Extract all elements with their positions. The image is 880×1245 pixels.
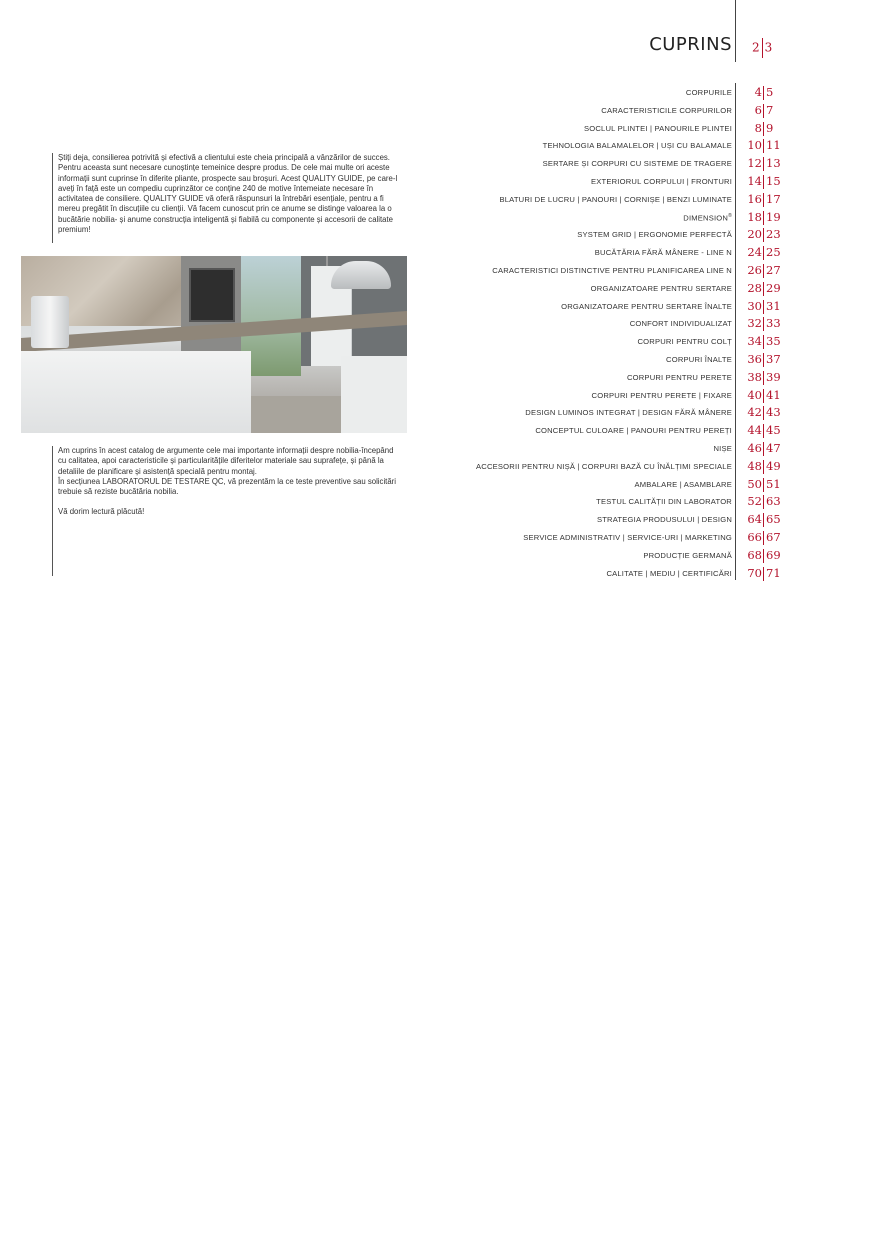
toc-page-right: 9 [766, 120, 774, 135]
toc-page-left: 20 [747, 227, 762, 242]
toc-page-divider [763, 389, 764, 403]
toc-page-right: 51 [766, 476, 781, 491]
toc-page-right: 15 [766, 173, 781, 188]
toc-page-divider [763, 264, 764, 278]
toc-page-divider [763, 442, 764, 456]
toc-page-left: 6 [754, 102, 762, 117]
toc-entry[interactable] [420, 565, 790, 583]
toc-entry[interactable] [420, 476, 790, 494]
intro-text-block [52, 153, 398, 243]
toc-entry-label: CORPURILE [685, 88, 732, 97]
toc-page-left: 40 [747, 387, 762, 402]
toc-page-left: 4 [754, 85, 762, 99]
toc-entry[interactable] [420, 387, 790, 405]
toc-entry-label: SERVICE ADMINISTRATIV | SERVICE-URI | MARKETING [523, 532, 732, 542]
toc-page-right: 23 [766, 227, 781, 242]
toc-entry[interactable] [420, 547, 790, 565]
toc-entry[interactable] [420, 493, 790, 511]
toc-page-left: 44 [747, 423, 762, 438]
toc-page-divider [763, 406, 764, 420]
toc-entry-label: SYSTEM GRID | ERGONOMIE PERFECTĂ [577, 230, 732, 240]
toc-page-right: 45 [766, 423, 781, 438]
toc-entry[interactable] [420, 173, 790, 191]
toc-page-right: 39 [766, 369, 781, 384]
toc-page-right: 31 [766, 298, 781, 313]
toc-entry[interactable] [420, 226, 790, 244]
toc-page-divider [763, 211, 764, 225]
toc-page-divider [763, 122, 764, 136]
toc-entry[interactable] [420, 422, 790, 440]
toc-page-right: 43 [766, 405, 781, 420]
toc-entry-label: STRATEGIA PRODUSULUI | DESIGN [596, 515, 732, 525]
toc-page-divider [763, 175, 764, 189]
toc-page-divider [763, 317, 764, 331]
toc-page-divider [763, 228, 764, 242]
toc-page-left: 38 [747, 369, 762, 384]
toc-page-left: 26 [747, 262, 762, 277]
toc-entry[interactable] [420, 120, 790, 138]
toc-page-divider [763, 549, 764, 563]
toc-page-divider [763, 353, 764, 367]
toc-page-divider [763, 495, 764, 509]
toc-entry[interactable] [420, 280, 790, 298]
toc-page-divider [763, 335, 764, 349]
toc-page-right: 69 [766, 547, 781, 562]
toc-page-left: 46 [747, 440, 762, 455]
toc-page-left: 32 [747, 316, 762, 331]
intro-paragraph: Știți deja, consilierea potrivită și efectivă a clientului este cheia principală a vânzărilor de succes. Pentru aceasta sunt necesare cunoștințe temeinice despre produs. De cele mai multe ori aceste informații sunt cuprinse în diferite pliante, prospecte sau broșuri. Acest QUALITY GUIDE, pe care-l aveți în față este un compediu cuprinzător ce conține 240 de motive întemeiate necesare în activitatea de consiliere. QUALITY GUIDE vă oferă răspunsuri la întrebări esențiale, pentru a fi mereu pregătit în discuțiile cu clienții. Vă facem cunoscut prin ce anume se distinge valoarea la o bucătărie nobilia- și anume construcția inteligentă și fiabilă cu componente și accesorii de calitate premium! [58, 153, 398, 235]
header-page-numbers [752, 38, 772, 58]
toc-page-divider [763, 460, 764, 474]
toc-entry-label: CONCEPTUL CULOARE | PANOURI PENTRU PEREȚI [535, 426, 732, 436]
toc-entry[interactable] [420, 458, 790, 476]
toc-page-left: 64 [747, 512, 762, 527]
toc-page-right: 11 [766, 138, 781, 153]
toc-page-right: 17 [766, 191, 781, 206]
toc-page-divider [763, 104, 764, 118]
page-number-divider [762, 38, 763, 58]
toc-page-left: 30 [747, 298, 762, 313]
registered-mark: ® [728, 212, 732, 219]
table-of-contents [420, 84, 790, 582]
toc-page-divider [763, 157, 764, 171]
toc-page-left: 12 [747, 156, 762, 171]
toc-page-left: 10 [747, 138, 762, 153]
toc-page-right: 35 [766, 334, 781, 349]
toc-page-right: 37 [766, 351, 781, 366]
toc-page-left: 16 [747, 191, 762, 206]
toc-entry-label: TEHNOLOGIA BALAMALELOR | UȘI CU BALAMALE [542, 141, 732, 151]
toc-page-left: 48 [747, 458, 762, 473]
toc-page-right: 13 [766, 156, 781, 171]
toc-page-right: 29 [766, 280, 781, 295]
toc-entry[interactable] [420, 137, 790, 155]
header-divider [735, 0, 736, 62]
toc-entry[interactable] [420, 262, 790, 280]
toc-page-left: 36 [747, 351, 762, 366]
toc-entry[interactable] [420, 209, 790, 227]
toc-entry[interactable] [420, 315, 790, 333]
toc-page-left: 14 [747, 173, 762, 188]
toc-entry-label: CONFORT INDIVIDUALIZAT [629, 319, 732, 329]
toc-page-left: 28 [747, 280, 762, 295]
toc-entry-label-text: DIMENSION [683, 213, 729, 223]
toc-page-divider [763, 246, 764, 260]
toc-page-left: 66 [747, 529, 762, 544]
toc-page-left: 24 [747, 245, 762, 260]
toc-entry-label: CORPURI ÎNALTE [666, 354, 732, 364]
toc-page-right: 27 [766, 262, 781, 277]
toc-entry-label: CALITATE | MEDIU | CERTIFICĂRI [606, 568, 732, 578]
toc-page-divider [763, 567, 764, 581]
page-number-left: 2 [752, 40, 760, 55]
toc-entry-label: CORPURI PENTRU PERETE | FIXARE [591, 390, 732, 400]
toc-entry-label: CORPURI PENTRU COLȚ [637, 337, 732, 347]
page-title: CUPRINS [649, 34, 732, 55]
toc-entry-label: DESIGN LUMINOS INTEGRAT | DESIGN FĂRĂ MÂNERE [525, 408, 732, 418]
toc-page-divider [763, 424, 764, 438]
toc-entry[interactable] [420, 102, 790, 120]
toc-page-divider [763, 282, 764, 296]
toc-entry[interactable] [420, 333, 790, 351]
toc-page-left: 18 [747, 209, 762, 224]
toc-page-left: 34 [747, 334, 762, 349]
toc-entry[interactable] [420, 511, 790, 529]
toc-page-right: 25 [766, 245, 781, 260]
page-number-right: 3 [764, 40, 773, 55]
toc-entry-label [683, 213, 732, 223]
toc-page-divider [763, 478, 764, 492]
toc-entry[interactable] [420, 84, 790, 102]
toc-entry[interactable] [420, 440, 790, 458]
toc-entry-label: PRODUCȚIE GERMANĂ [643, 550, 732, 560]
toc-entry-label: AMBALARE | ASAMBLARE [634, 479, 732, 489]
toc-entry-label: SERTARE ȘI CORPURI CU SISTEME DE TRAGERE [542, 159, 732, 169]
toc-page-right: 33 [766, 316, 781, 331]
toc-entry-label: ORGANIZATOARE PENTRU SERTARE ÎNALTE [561, 301, 732, 311]
toc-page-divider [763, 86, 764, 100]
toc-page-right: 19 [766, 209, 781, 224]
toc-entry-label: BUCĂTĂRIA FĂRĂ MÂNERE - LINE N [594, 248, 732, 258]
toc-page-right: 7 [766, 102, 774, 117]
toc-entry-label: EXTERIORUL CORPULUI | FRONTURI [590, 176, 732, 186]
toc-page-left: 50 [747, 476, 762, 491]
toc-page-right: 47 [766, 440, 781, 455]
toc-page-left: 70 [747, 565, 762, 580]
toc-page-left: 42 [747, 405, 762, 420]
toc-entry-label: BLATURI DE LUCRU | PANOURI | CORNIȘE | BENZI LUMINATE [499, 194, 732, 204]
toc-page-left: 8 [754, 120, 762, 135]
toc-page-divider [763, 513, 764, 527]
toc-page-right: 63 [766, 494, 781, 509]
toc-entry[interactable] [420, 191, 790, 209]
toc-entry-label: ACCESORII PENTRU NIȘĂ | CORPURI BAZĂ CU ÎNĂLȚIMI SPECIALE [476, 461, 732, 471]
toc-entry-label: ORGANIZATOARE PENTRU SERTARE [590, 283, 732, 293]
toc-page-right: 71 [766, 565, 781, 580]
closing-line: Vă dorim lectură plăcută! [58, 507, 145, 517]
toc-page-right: 41 [766, 387, 781, 402]
toc-page-divider [763, 300, 764, 314]
toc-page-divider [763, 531, 764, 545]
toc-entry-label: CORPURI PENTRU PERETE [626, 372, 732, 382]
toc-entry-label: CARACTERISTICI DISTINCTIVE PENTRU PLANIFICAREA LINE N [492, 265, 732, 275]
toc-page-divider [763, 371, 764, 385]
toc-page-right: 5 [766, 85, 774, 99]
toc-entry-label: CARACTERISTICILE CORPURILOR [601, 105, 732, 115]
toc-entry[interactable] [420, 369, 790, 387]
outro-paragraph-1: Am cuprins în acest catalog de argumente cele mai importante informații despre nobilia-începând cu calitatea, apoi caracteristicile și particularitățile diferitelor materiale sau suprafețe, și până la detaliile de planificare și asistență specială pentru montaj. [58, 446, 394, 476]
toc-page-right: 49 [766, 458, 781, 473]
toc-entry-label: TESTUL CALITĂȚII DIN LABORATOR [596, 497, 732, 507]
outro-text-block [52, 446, 398, 576]
toc-page-divider [763, 193, 764, 207]
outro-paragraph-2: În secțiunea LABORATORUL DE TESTARE QC, vă prezentăm la ce teste preventive sau solicitări trebuie să reziste bucătăria nobilia. [58, 476, 397, 497]
toc-entry[interactable] [420, 404, 790, 422]
kitchen-photo [21, 256, 407, 433]
toc-page-right: 67 [766, 529, 781, 544]
toc-page-left: 68 [747, 547, 762, 562]
toc-entry[interactable] [420, 529, 790, 547]
toc-entry[interactable] [420, 351, 790, 369]
toc-page-left: 52 [747, 494, 762, 509]
toc-page-right: 65 [766, 512, 781, 527]
toc-entry-label: NIȘE [713, 443, 732, 453]
toc-page-divider [763, 139, 764, 153]
toc-entry[interactable] [420, 298, 790, 316]
toc-entry[interactable] [420, 155, 790, 173]
toc-entry-label: SOCLUL PLINTEI | PANOURILE PLINTEI [583, 123, 732, 133]
toc-entry[interactable] [420, 244, 790, 262]
